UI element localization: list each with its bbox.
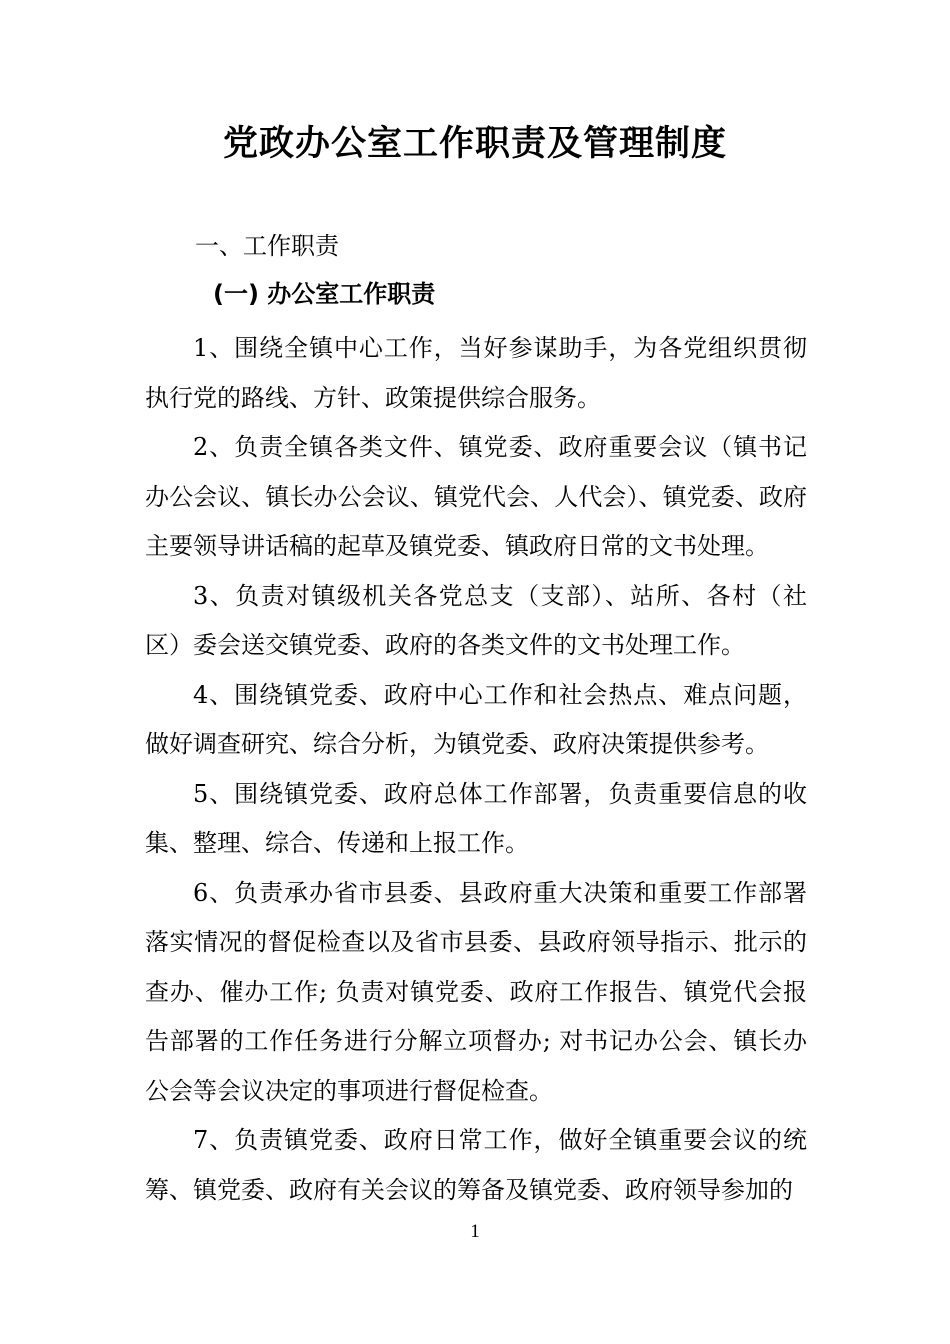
paragraph-3: 3、负责对镇级机关各党总支（支部）、站所、各村（社区）委会送交镇党委、政府的各类文件的文书处理工作。 [145, 581, 807, 659]
paragraph-6: 6、负责承办省市县委、县政府重大决策和重要工作部署落实情况的督促检查以及省市县委、县政府领导指示、批示的查办、催办工作; 负责对镇党委、政府工作报告、镇党代会报告部署的工作任务进行分解立项督办; 对书记办公会、镇长办公会等会议决定的事项进行督促检查。 [145, 878, 807, 1105]
paragraph-4: 4、围绕镇党委、政府中心工作和社会热点、难点问题，做好调查研究、综合分析，为镇党委、政府决策提供参考。 [145, 680, 807, 758]
paragraph-5: 5、围绕镇党委、政府总体工作部署，负责重要信息的收集、整理、综合、传递和上报工作。 [145, 779, 807, 857]
paragraph-1: 1、围绕全镇中心工作，当好参谋助手，为各党组织贯彻执行党的路线、方针、政策提供综合服务。 [145, 334, 807, 412]
document-title: 党政办公室工作职责及管理制度 [222, 123, 727, 164]
page-number: 1 [470, 1221, 480, 1242]
body-text [145, 324, 807, 1215]
subsection-heading: (一) 办公室工作职责 [213, 280, 436, 308]
paragraph-7: 7、负责镇党委、政府日常工作，做好全镇重要会议的统筹、镇党委、政府有关会议的筹备及镇党委、政府领导参加的 [145, 1126, 807, 1204]
section-heading: 一、工作职责 [195, 232, 339, 260]
paragraph-2: 2、负责全镇各类文件、镇党委、政府重要会议（镇书记办公会议、镇长办公会议、镇党代会、人代会）、镇党委、政府主要领导讲话稿的起草及镇党委、镇政府日常的文书处理。 [145, 433, 807, 560]
